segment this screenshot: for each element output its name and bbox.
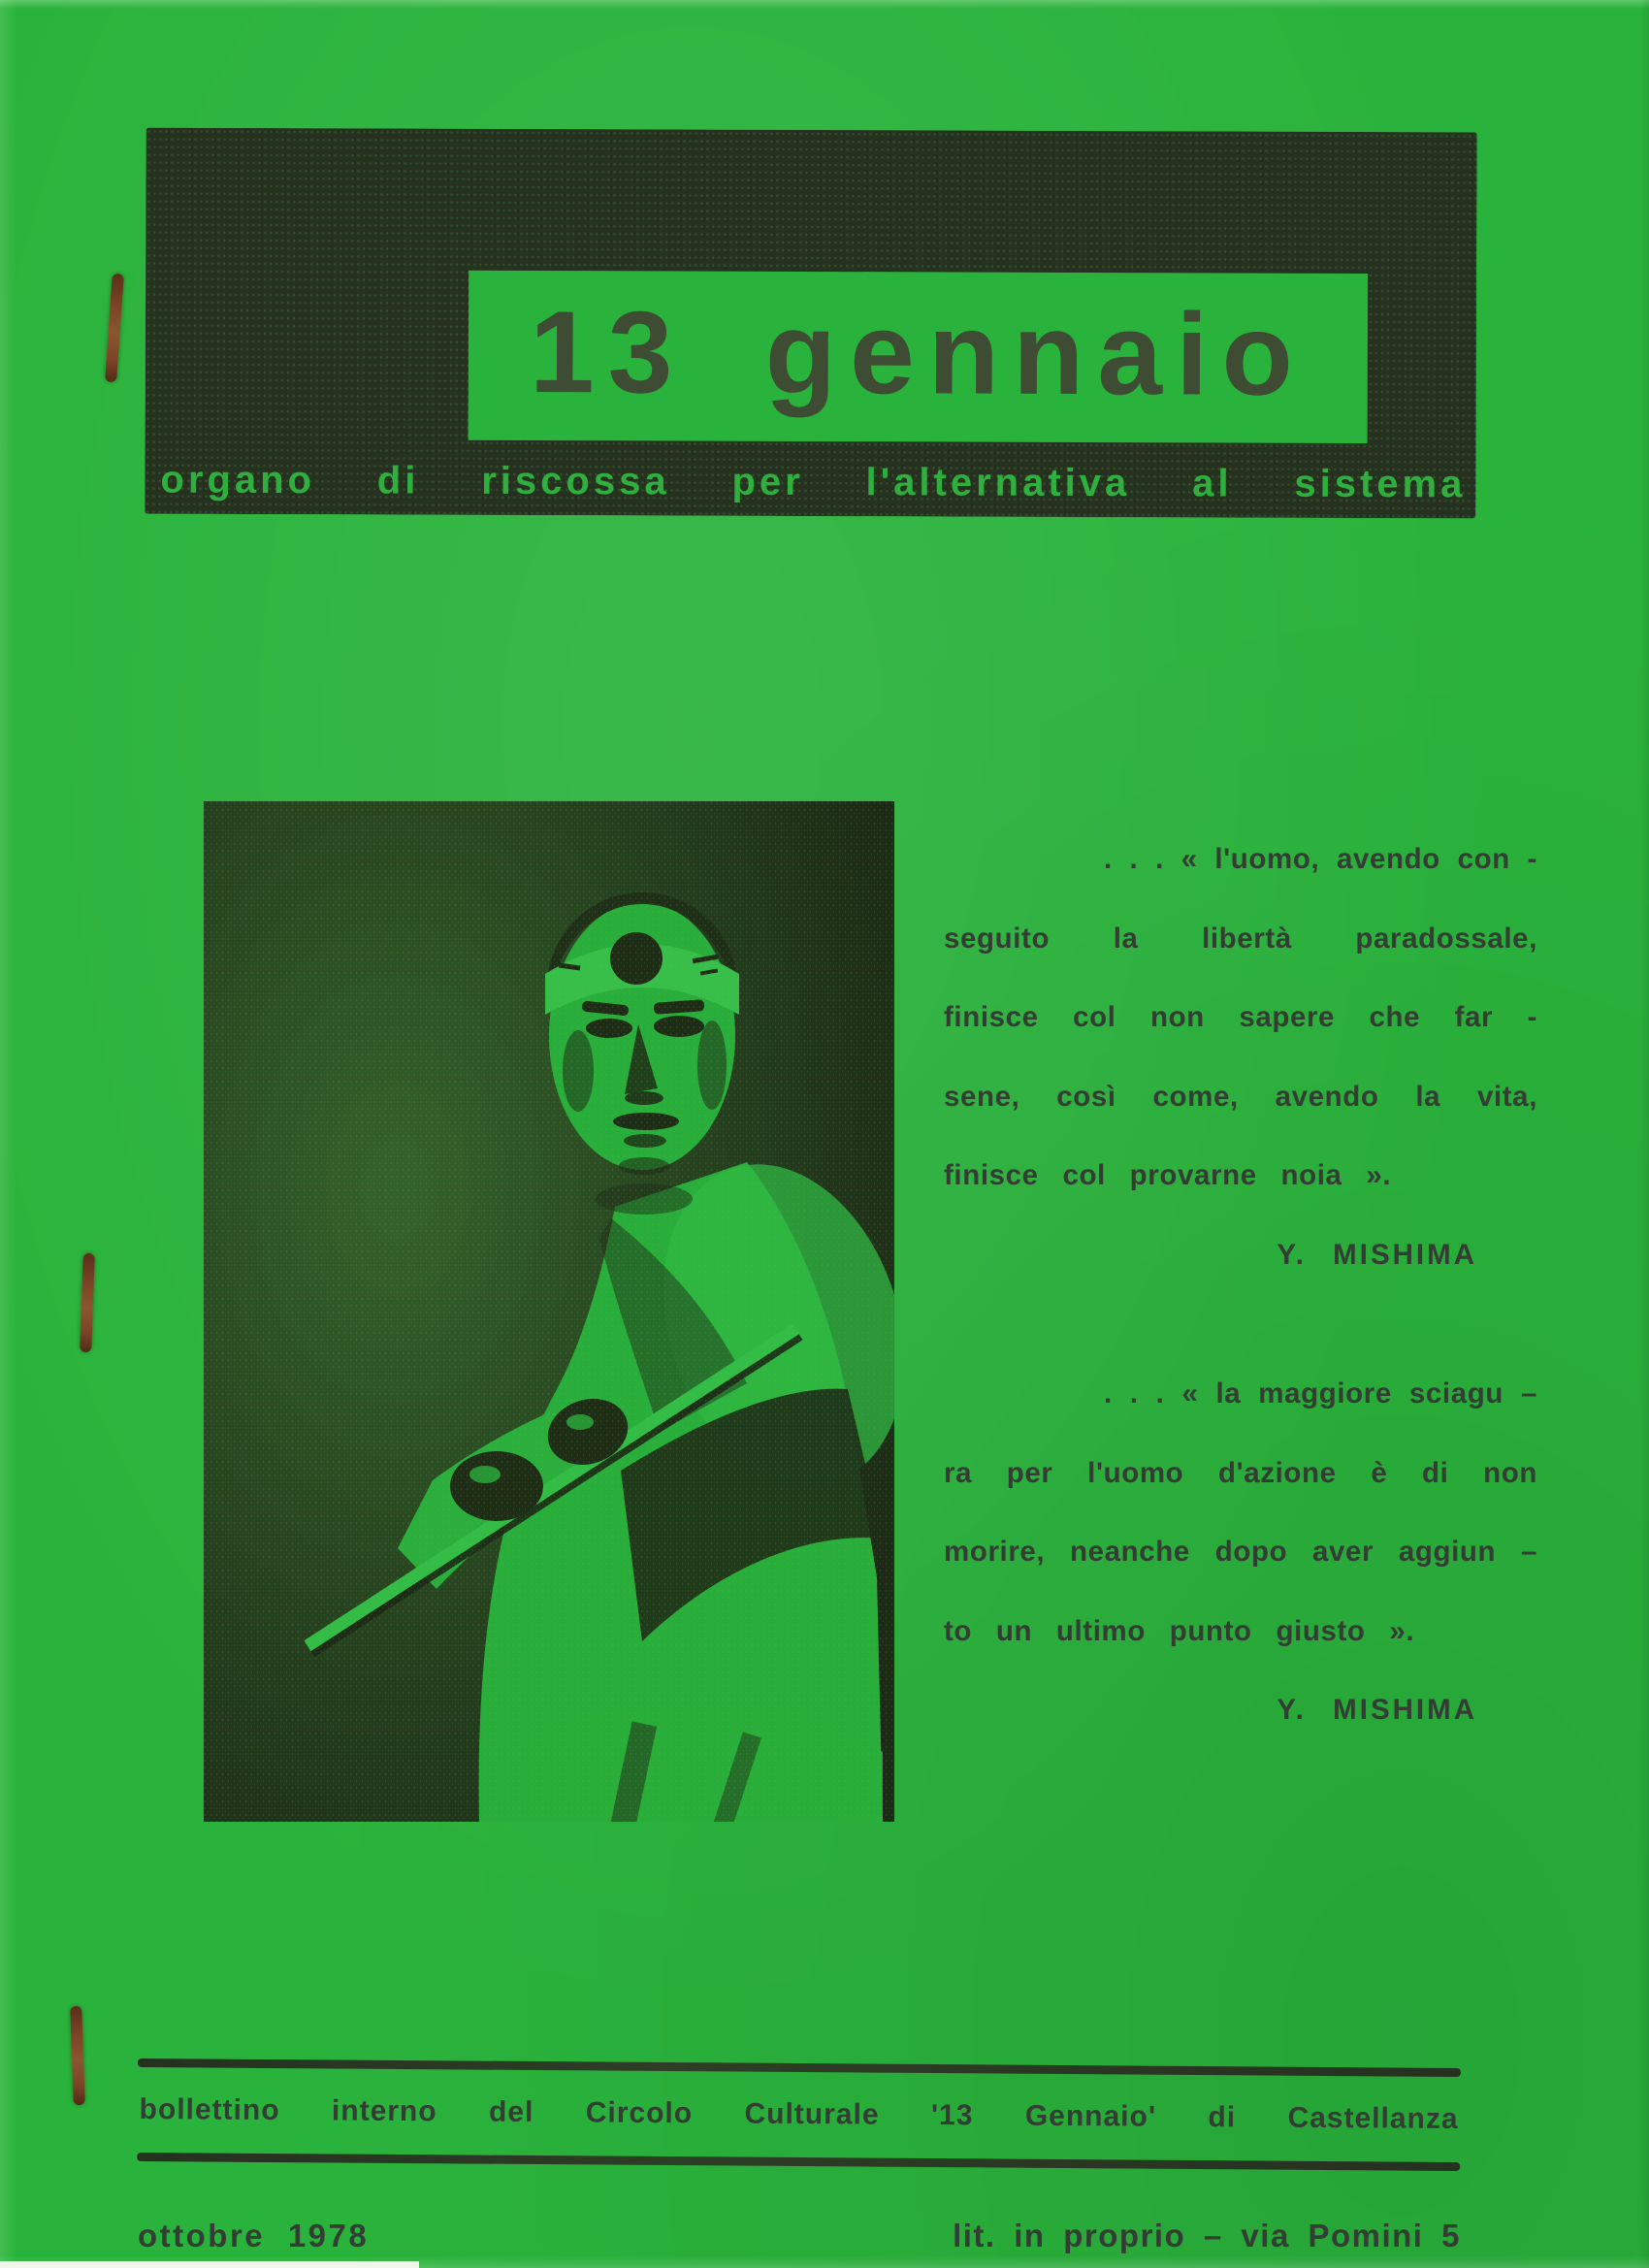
quote-attribution: Y. MISHIMA xyxy=(1277,1694,1477,1726)
staple-mark xyxy=(105,274,124,383)
quote-line: finisce col non sapere che far - xyxy=(944,1001,1537,1033)
scan-edge-left xyxy=(0,0,16,2268)
masthead-title-box xyxy=(469,271,1369,443)
quote-line: ra per l'uomo d'azione è di non xyxy=(944,1456,1537,1489)
scan-edge-bottom-sliver xyxy=(0,2261,419,2268)
quote-block xyxy=(944,1354,1537,1750)
quote-line: . . . « l'uomo, avendo con - xyxy=(1104,843,1537,875)
footer-rule-top xyxy=(138,2058,1461,2077)
quote-line: sene, così come, avendo la vita, xyxy=(944,1080,1537,1113)
bottom-row xyxy=(138,2218,1461,2254)
quote-attribution: Y. MISHIMA xyxy=(1277,1238,1477,1271)
mishima-photo xyxy=(204,801,894,1822)
quote-line: seguito la libertà paradossale, xyxy=(944,922,1537,955)
quote-line: . . . « la maggiore sciagu – xyxy=(1104,1377,1537,1409)
quote-block xyxy=(944,820,1537,1294)
issue-date: ottobre 1978 xyxy=(138,2218,370,2253)
footer xyxy=(138,2058,1461,2135)
staple-mark xyxy=(70,2006,85,2105)
masthead-subtitle: organo di riscossa per l'alternativa al sistema xyxy=(160,458,1467,506)
masthead-block xyxy=(145,128,1476,519)
scan-edge-top xyxy=(0,0,1649,9)
page-title: 13 gennaio xyxy=(529,286,1308,420)
imprint: lit. in proprio – via Pomini 5 xyxy=(953,2218,1461,2253)
staple-mark xyxy=(80,1253,95,1352)
scan-edge-right xyxy=(1639,0,1649,2268)
footer-rule-bottom xyxy=(137,2153,1460,2171)
quote-line: finisce col provarne noia ». xyxy=(944,1159,1392,1191)
bulletin-line: bollettino interno del Circolo Culturale '13 Gennaio' di Castellanza xyxy=(139,2093,1459,2135)
quote-line: to un ultimo punto giusto ». xyxy=(944,1614,1415,1647)
quote-line: morire, neanche dopo aver aggiun – xyxy=(944,1536,1537,1568)
